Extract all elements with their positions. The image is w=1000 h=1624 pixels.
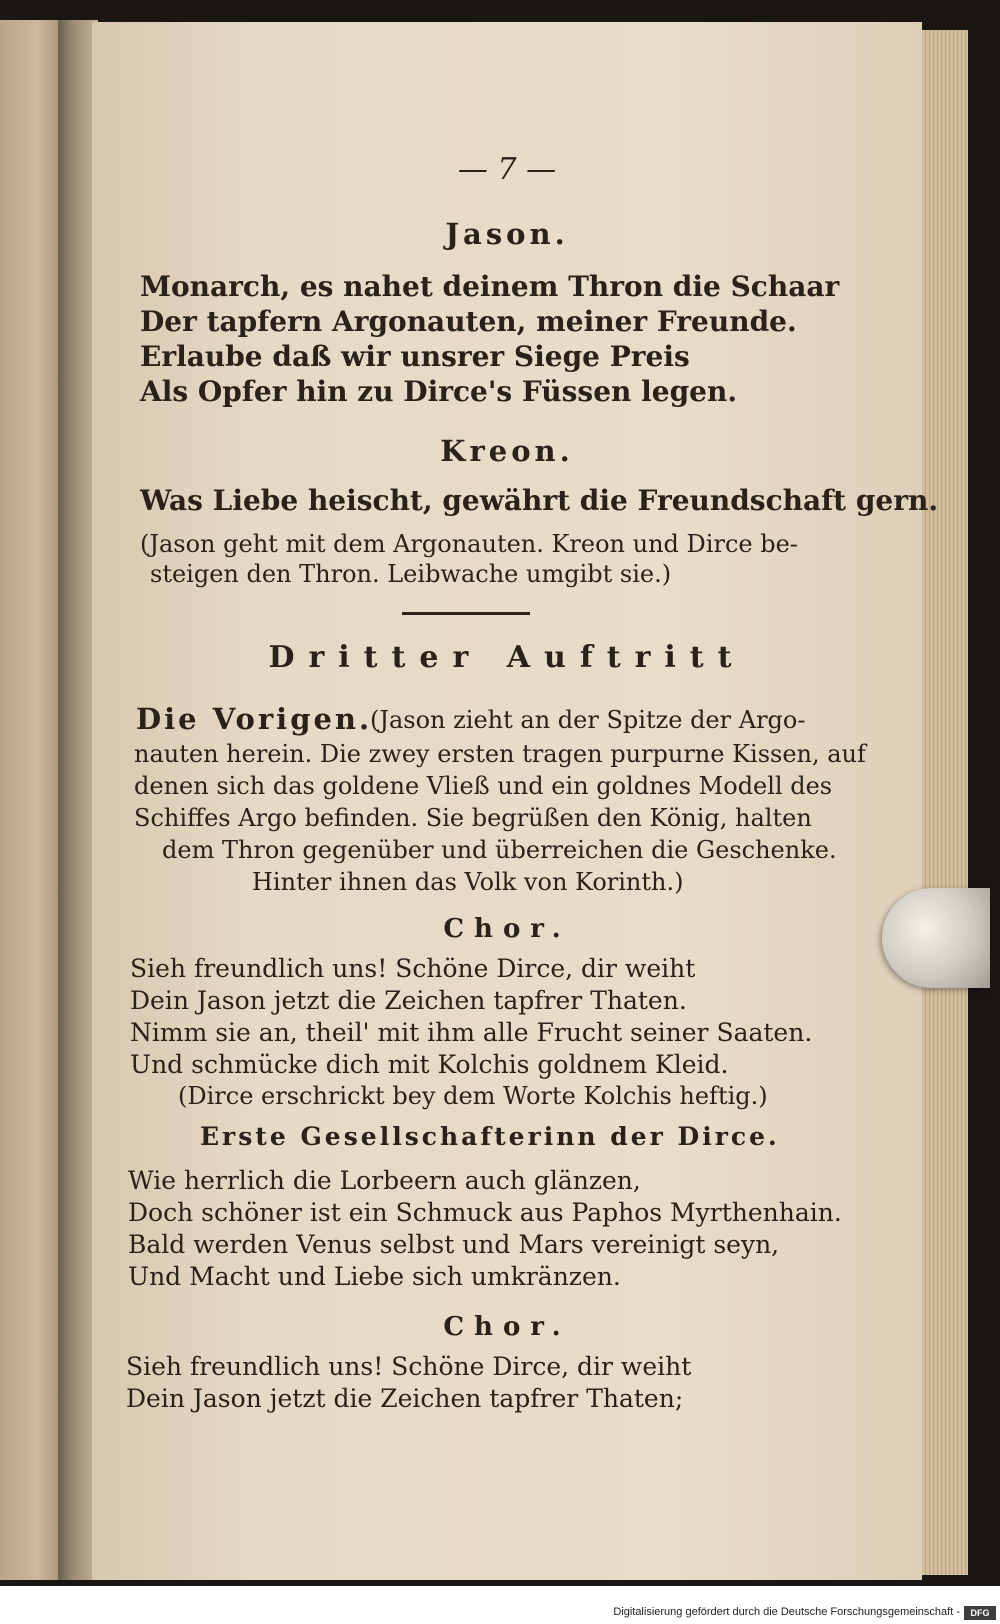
section-divider: [402, 612, 530, 615]
verse-line: Monarch, es nahet deinem Thron die Schaar: [140, 270, 840, 303]
footer-credit: Digitalisierung gefördert durch die Deutsche Forschungsgemeinschaft -: [613, 1606, 960, 1618]
stage-direction: Schiffes Argo befinden. Sie begrüßen den König, halten: [134, 804, 812, 832]
verse-line: Sieh freundlich uns! Schöne Dirce, dir weiht: [130, 954, 696, 983]
stage-direction: (Jason zieht an der Spitze der Argo-: [370, 706, 806, 734]
verse-line: Und schmücke dich mit Kolchis goldnem Kleid.: [130, 1050, 729, 1079]
page-holder-clip: [882, 888, 990, 988]
stage-direction: Hinter ihnen das Volk von Korinth.): [252, 868, 684, 896]
page-number: — 7 —: [457, 152, 557, 187]
stage-direction: nauten herein. Die zwey ersten tragen purpurne Kissen, auf: [134, 740, 866, 768]
verse-line: Als Opfer hin zu Dirce's Füssen legen.: [140, 375, 738, 408]
dfg-logo: DFG: [964, 1606, 996, 1620]
verse-line: Dein Jason jetzt die Zeichen tapfrer Thaten;: [126, 1384, 684, 1413]
verse-line: Dein Jason jetzt die Zeichen tapfrer Thaten.: [130, 986, 687, 1015]
verse-line: Doch schöner ist ein Schmuck aus Paphos Myrthenhain.: [128, 1198, 842, 1227]
stage-direction: denen sich das goldene Vließ und ein goldnes Modell des: [134, 772, 833, 800]
speaker-chor: Chor.: [443, 1312, 571, 1342]
speaker-chor: Chor.: [443, 914, 571, 944]
stage-direction: dem Thron gegenüber und überreichen die Geschenke.: [162, 836, 837, 864]
verse-line: Sieh freundlich uns! Schöne Dirce, dir weiht: [126, 1352, 692, 1381]
left-page-edge: [0, 20, 62, 1580]
verse-line: Und Macht und Liebe sich umkränzen.: [128, 1262, 621, 1291]
verse-line: Erlaube daß wir unsrer Siege Preis: [140, 340, 690, 373]
verse-line: Nimm sie an, theil' mit ihm alle Frucht seiner Saaten.: [130, 1018, 813, 1047]
verse-line: Bald werden Venus selbst und Mars vereinigt seyn,: [128, 1230, 780, 1259]
scene-lead: Die Vorigen.: [136, 702, 373, 736]
verse-line: Was Liebe heischt, gewährt die Freundschaft gern.: [140, 484, 939, 517]
stage-direction: (Jason geht mit dem Argonauten. Kreon und Dirce be-: [140, 530, 798, 558]
page-stack-edge: [922, 30, 968, 1575]
stage-direction: (Dirce erschrickt bey dem Worte Kolchis heftig.): [178, 1082, 768, 1110]
book-page: [92, 22, 939, 1580]
stage-direction: steigen den Thron. Leibwache umgibt sie.): [150, 560, 672, 588]
scene-heading: Dritter Auftritt: [268, 640, 746, 675]
speaker-kreon: Kreon.: [440, 434, 574, 468]
footer-bar: [0, 1586, 1000, 1624]
verse-line: Der tapfern Argonauten, meiner Freunde.: [140, 305, 797, 338]
speaker-jason: Jason.: [445, 217, 569, 251]
speaker-gesellschafterinn: Erste Gesellschafterinn der Dirce.: [200, 1122, 780, 1151]
verse-line: Wie herrlich die Lorbeern auch glänzen,: [128, 1166, 641, 1195]
